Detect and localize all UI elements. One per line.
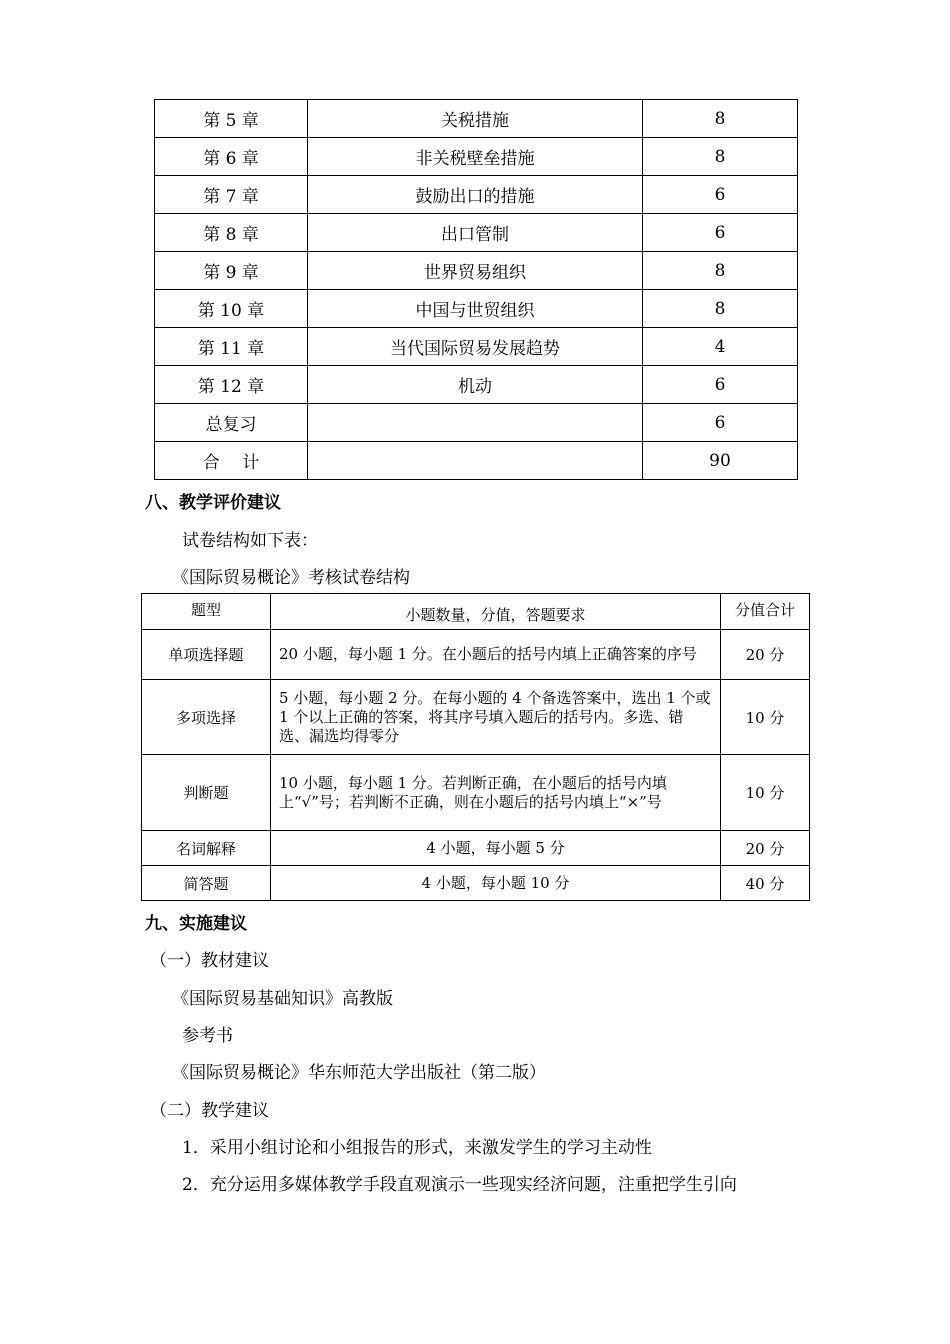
hours-cell: 8 — [643, 252, 798, 290]
content-cell: 鼓励出口的措施 — [308, 176, 643, 214]
content-cell: 世界贸易组织 — [308, 252, 643, 290]
section-9-heading: 九、实施建议 — [145, 914, 247, 934]
exam-table-caption: 《国际贸易概论》考核试卷结构 — [172, 568, 410, 588]
section-8-intro: 试卷结构如下表： — [182, 531, 318, 551]
hours-cell: 8 — [643, 100, 798, 138]
subsection-textbook-heading: （一）教材建议 — [150, 951, 269, 971]
chapter-cell: 第 10 章 — [155, 290, 308, 328]
teaching-item-1: 1．采用小组讨论和小组报告的形式，来激发学生的学习主动性 — [182, 1138, 652, 1158]
chapter-cell: 第 5 章 — [155, 100, 308, 138]
table-row — [155, 176, 798, 214]
content-cell: 当代国际贸易发展趋势 — [308, 328, 643, 366]
content-cell: 机动 — [308, 366, 643, 404]
type-cell: 单项选择题 — [142, 630, 271, 680]
header-requirement: 小题数量，分值，答题要求 — [271, 594, 721, 630]
table-row — [142, 680, 810, 755]
reference-label: 参考书 — [182, 1026, 233, 1046]
hours-cell: 4 — [643, 328, 798, 366]
table-row — [155, 214, 798, 252]
type-cell: 判断题 — [142, 755, 271, 831]
table-row — [142, 831, 810, 866]
chapter-cell: 第 6 章 — [155, 138, 308, 176]
chapter-cell: 第 12 章 — [155, 366, 308, 404]
hours-cell: 8 — [643, 290, 798, 328]
table-row — [142, 630, 810, 680]
content-cell: 出口管制 — [308, 214, 643, 252]
total-cell: 10 分 — [721, 680, 810, 755]
table-header-row — [142, 594, 810, 630]
content-cell: 中国与世贸组织 — [308, 290, 643, 328]
subsection-teaching-heading: （二）教学建议 — [150, 1101, 269, 1121]
requirement-cell: 4 小题，每小题 10 分 — [271, 866, 721, 901]
chapter-cell: 第 7 章 — [155, 176, 308, 214]
header-total: 分值合计 — [721, 594, 810, 630]
total-cell: 10 分 — [721, 755, 810, 831]
table-row-total — [155, 442, 798, 480]
requirement-cell: 20 小题，每小题 1 分。在小题后的括号内填上正确答案的序号 — [271, 630, 721, 680]
table-row — [155, 138, 798, 176]
table-row — [142, 755, 810, 831]
table-row — [155, 252, 798, 290]
class-hours-table — [154, 99, 798, 480]
content-cell — [308, 404, 643, 442]
hours-cell: 6 — [643, 404, 798, 442]
teaching-item-2: 2．充分运用多媒体教学手段直观演示一些现实经济问题，注重把学生引向 — [182, 1175, 737, 1195]
requirement-cell: 4 小题，每小题 5 分 — [271, 831, 721, 866]
chapter-cell: 合 计 — [155, 442, 308, 480]
content-cell: 关税措施 — [308, 100, 643, 138]
section-8-heading: 八、教学评价建议 — [145, 493, 281, 513]
chapter-cell: 总复习 — [155, 404, 308, 442]
total-cell: 20 分 — [721, 831, 810, 866]
content-cell: 非关税壁垒措施 — [308, 138, 643, 176]
content-cell — [308, 442, 643, 480]
chapter-cell: 第 8 章 — [155, 214, 308, 252]
table-row — [155, 404, 798, 442]
exam-structure-table — [141, 593, 810, 901]
hours-cell: 6 — [643, 366, 798, 404]
table-row — [155, 366, 798, 404]
table-row — [155, 290, 798, 328]
reference-book: 《国际贸易概论》华东师范大学出版社（第二版） — [172, 1063, 546, 1083]
type-cell: 简答题 — [142, 866, 271, 901]
header-type: 题型 — [142, 594, 271, 630]
chapter-cell: 第 9 章 — [155, 252, 308, 290]
type-cell: 多项选择 — [142, 680, 271, 755]
hours-cell: 8 — [643, 138, 798, 176]
hours-cell: 6 — [643, 214, 798, 252]
requirement-cell: 5 小题，每小题 2 分。在每小题的 4 个备选答案中，选出 1 个或 1 个以上正确的答案，将其序号填入题后的括号内。多选、错选、漏选均得零分 — [271, 680, 721, 755]
total-cell: 20 分 — [721, 630, 810, 680]
table-row — [155, 328, 798, 366]
total-cell: 40 分 — [721, 866, 810, 901]
requirement-cell: 10 小题，每小题 1 分。若判断正确，在小题后的括号内填上“√”号；若判断不正确，则在小题后的括号内填上“×”号 — [271, 755, 721, 831]
table-row — [155, 100, 798, 138]
hours-cell: 90 — [643, 442, 798, 480]
textbook-title: 《国际贸易基础知识》高教版 — [172, 989, 393, 1009]
chapter-cell: 第 11 章 — [155, 328, 308, 366]
table-row — [142, 866, 810, 901]
hours-cell: 6 — [643, 176, 798, 214]
type-cell: 名词解释 — [142, 831, 271, 866]
